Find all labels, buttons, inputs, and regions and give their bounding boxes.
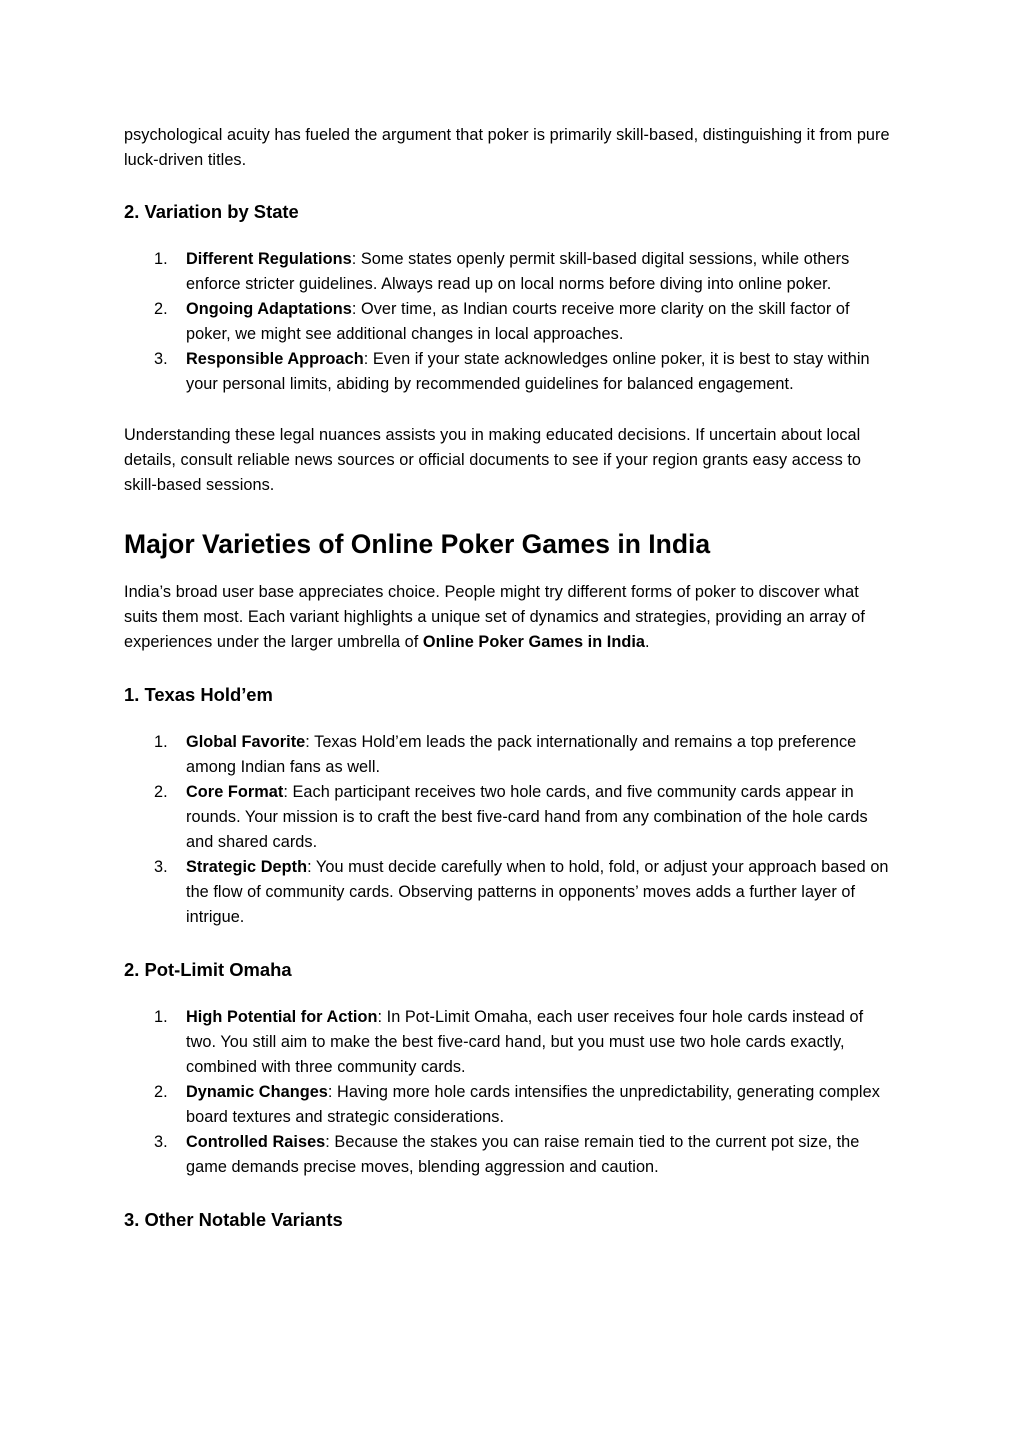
- major-intro-paragraph: India’s broad user base appreciates choice. People might try different forms of poker to discover what suits them most. Each variant highlights a unique set of dynamics and strategies, providing an array of experiences under the larger umbrella of Online Poker Games in India.: [124, 583, 865, 651]
- document-page: [124, 123, 894, 1234]
- heading-variation-by-state: 2. Variation by State: [124, 201, 299, 222]
- list-item: 1. Different Regulations: Some states openly permit skill-based digital sessions, while others enforce stricter guidelines. Always read up on local norms before diving into online poker.: [154, 250, 850, 293]
- state-list: [124, 247, 894, 397]
- state-closing-paragraph: Understanding these legal nuances assists you in making educated decisions. If uncertain about local details, consult reliable news sources or official documents to see if your region grants easy access to skill-based sessions.: [124, 426, 862, 494]
- list-item: 3. Responsible Approach: Even if your state acknowledges online poker, it is best to stay within your personal limits, abiding by recommended guidelines for balanced engagement.: [154, 350, 870, 393]
- omaha-list: [124, 1005, 894, 1180]
- list-item: 1. High Potential for Action: In Pot-Limit Omaha, each user receives four hole cards instead of two. You still aim to make the best five-card hand, but you must use two hole cards exactly, combined with three community cards.: [154, 1008, 864, 1076]
- list-item: 3. Controlled Raises: Because the stakes you can raise remain tied to the current pot size, the game demands precise moves, blending aggression and caution.: [154, 1133, 860, 1176]
- list-item: 1. Global Favorite: Texas Hold’em leads the pack internationally and remains a top preference among Indian fans as well.: [154, 733, 857, 776]
- list-item: 2. Dynamic Changes: Having more hole cards intensifies the unpredictability, generating complex board textures and strategic considerations.: [154, 1083, 880, 1126]
- list-item: 3. Strategic Depth: You must decide carefully when to hold, fold, or adjust your approach based on the flow of community cards. Observing patterns in opponents’ moves adds a further layer of intrigue.: [154, 858, 889, 926]
- texas-list: [124, 730, 894, 930]
- heading-major-varieties: Major Varieties of Online Poker Games in India: [124, 529, 711, 559]
- list-item: 2. Core Format: Each participant receives two hole cards, and five community cards appear in rounds. Your mission is to craft the best five-card hand from any combination of the hole cards and shared cards.: [154, 783, 868, 851]
- intro-paragraph: psychological acuity has fueled the argument that poker is primarily skill-based, distinguishing it from pure luck-driven titles.: [124, 126, 890, 169]
- heading-other-variants: 3. Other Notable Variants: [124, 1209, 343, 1230]
- heading-pot-limit-omaha: 2. Pot-Limit Omaha: [124, 959, 292, 980]
- heading-texas-holdem: 1. Texas Hold’em: [124, 684, 273, 705]
- list-item: 2. Ongoing Adaptations: Over time, as Indian courts receive more clarity on the skill factor of poker, we might see additional changes in local approaches.: [154, 300, 850, 343]
